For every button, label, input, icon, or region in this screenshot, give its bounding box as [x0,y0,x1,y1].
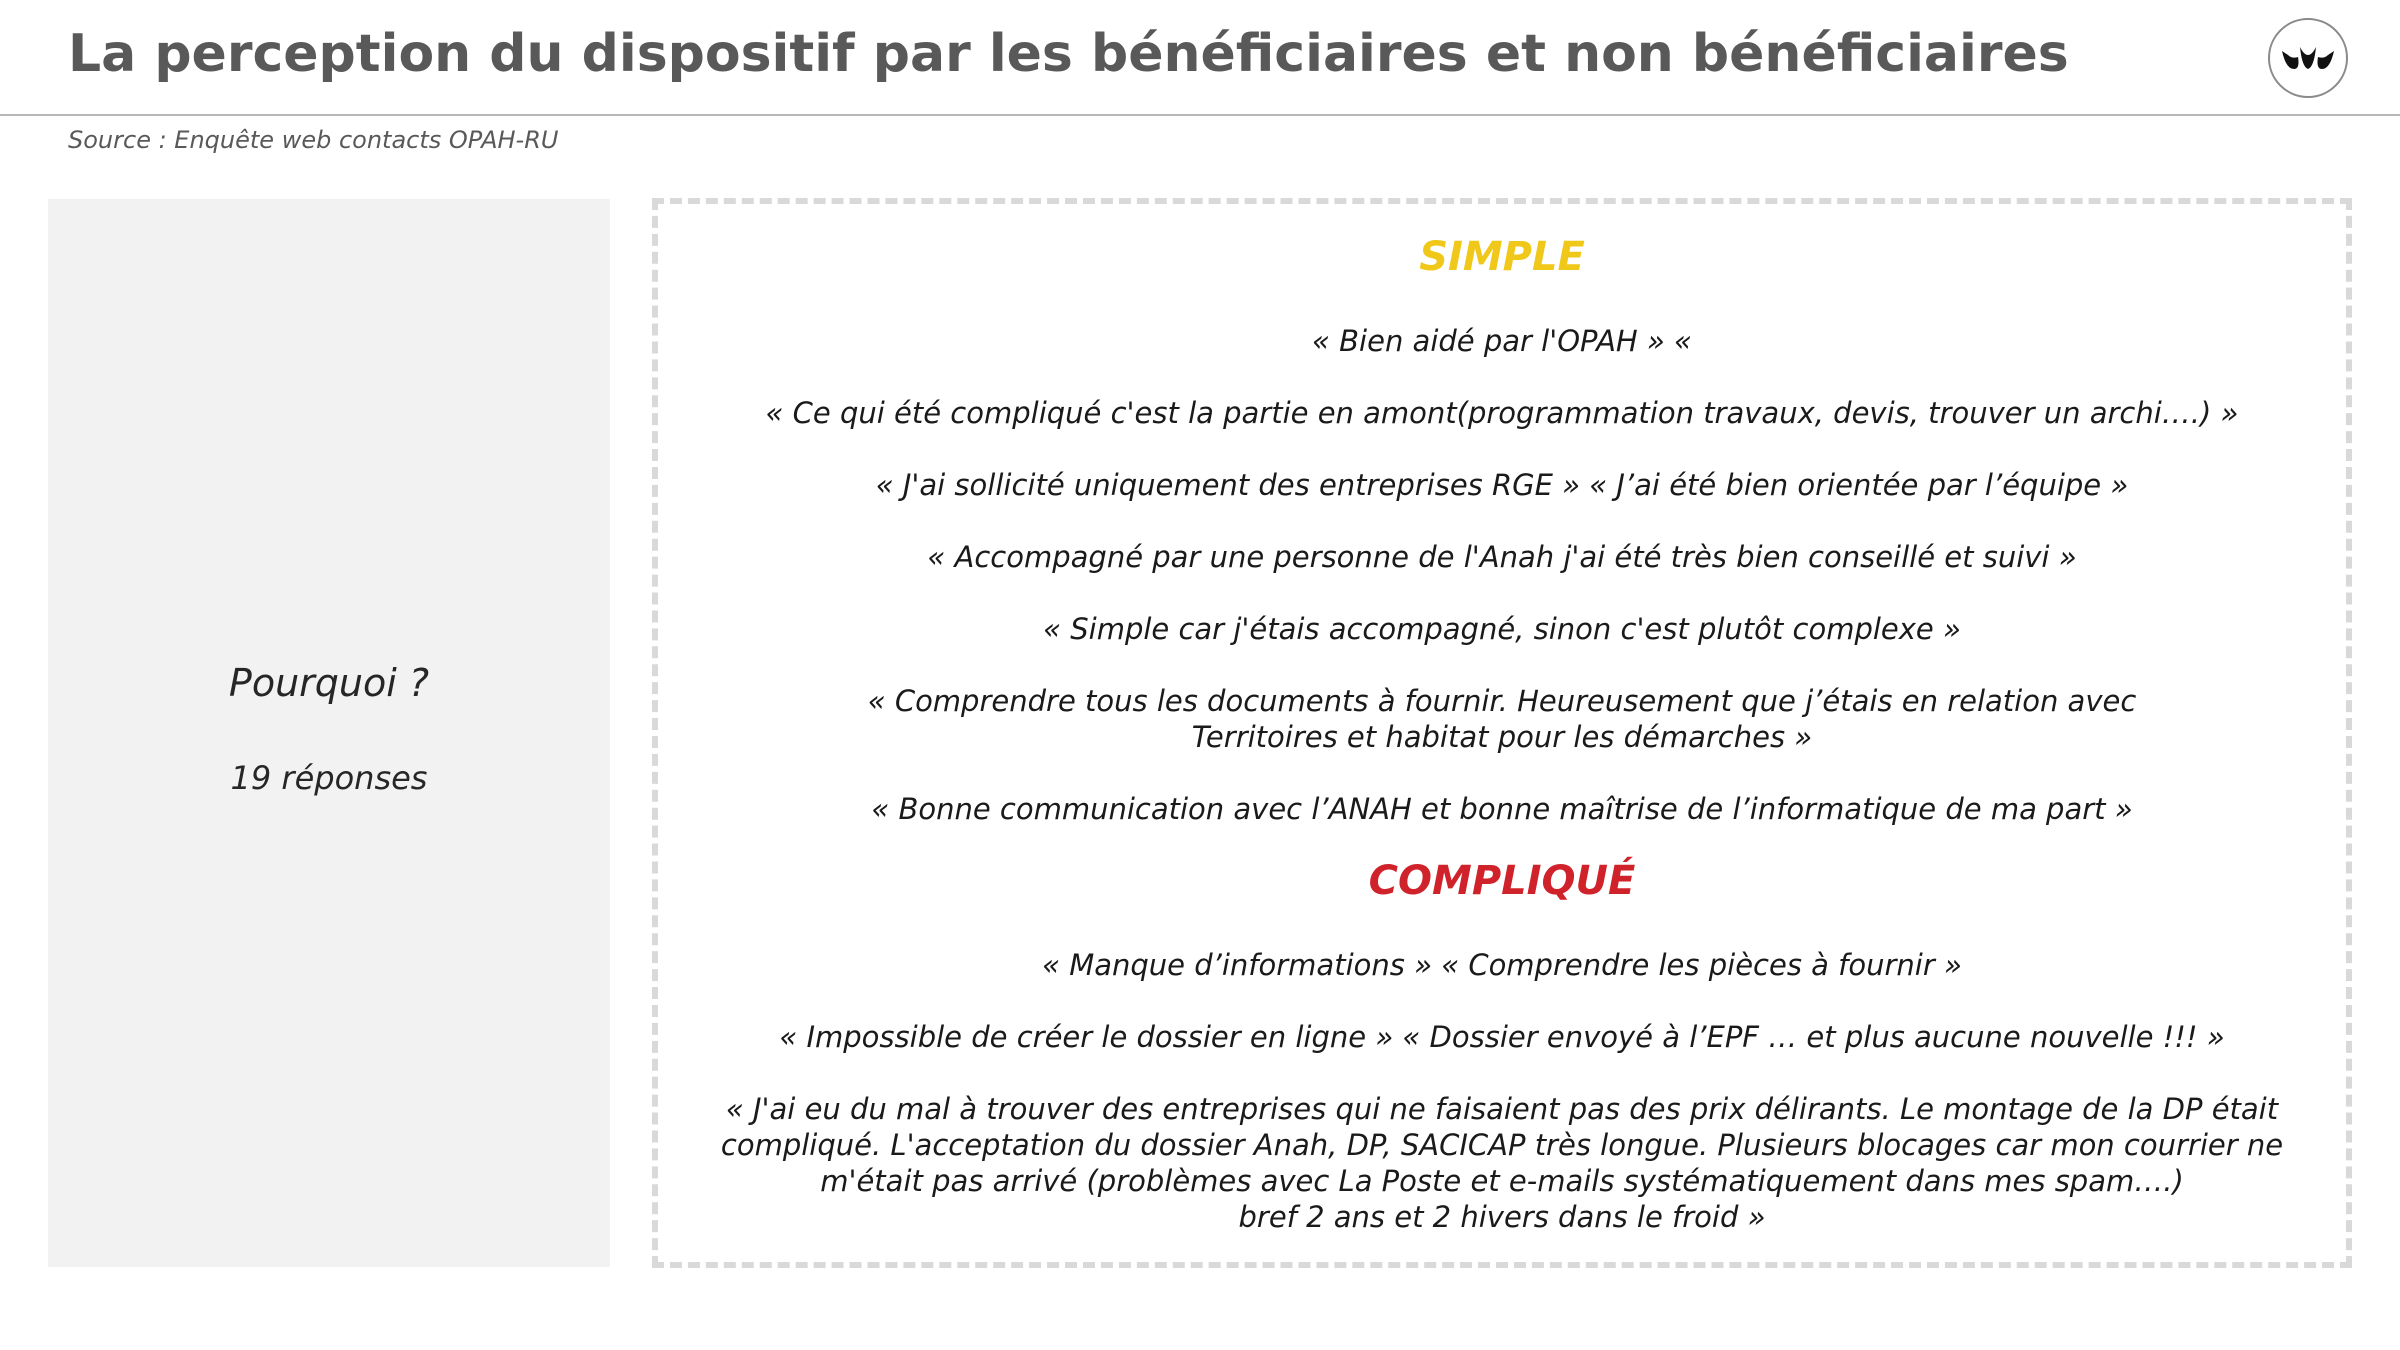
quote-simple-7 [698,791,2306,827]
quote-complique-2 [698,1019,2306,1055]
quote-line: « Comprendre tous les documents à fournir. Heureusement que j’étais en relation avec [867,684,2137,718]
quote-line: « Ce qui été compliqué c'est la partie en amont(programmation travaux, devis, trouver un archi….) » [765,396,2239,430]
quote-simple-6 [698,683,2306,755]
quote-simple-1 [698,323,2306,359]
leaf-logo-icon-svg [2280,43,2336,73]
quote-simple-3 [698,467,2306,503]
question-panel [48,199,610,1267]
quote-line: « Accompagné par une personne de l'Anah j'ai été très bien conseillé et suivi » [927,540,2077,574]
quote-line: « Bien aidé par l'OPAH » « [1312,324,1692,358]
quote-line: « Impossible de créer le dossier en ligne » « Dossier envoyé à l’EPF … et plus aucune nouvelle !!! » [779,1020,2225,1054]
source-note: Source : Enquête web contacts OPAH-RU [68,126,559,154]
quote-complique-1 [698,947,2306,983]
question-label: Pourquoi ? [228,661,430,705]
quote-line: « Simple car j'étais accompagné, sinon c'est plutôt complexe » [1043,612,1961,646]
quote-line: « Bonne communication avec l’ANAH et bonne maîtrise de l’informatique de ma part » [871,792,2133,826]
response-count: 19 réponses [230,759,428,797]
section-title-simple: SIMPLE [1419,234,1585,280]
quote-simple-2 [698,395,2306,431]
quote-line: « Manque d’informations » « Comprendre les pièces à fournir » [1042,948,1962,982]
quote-line: « J'ai sollicité uniquement des entreprises RGE » « J’ai été bien orientée par l’équipe » [875,468,2129,502]
header-divider [0,114,2400,116]
section-title-complique: COMPLIQUÉ [1368,858,1636,904]
quote-line: compliqué. L'acceptation du dossier Anah, DP, SACICAP très longue. Plusieurs blocages car mon courrier ne [720,1128,2284,1162]
quote-line: Territoires et habitat pour les démarches » [1191,720,1813,754]
leaf-logo-icon [2268,18,2348,98]
quote-line: m'était pas arrivé (problèmes avec La Poste et e-mails systématiquement dans mes spam….) [820,1164,2184,1198]
quote-complique-3 [698,1091,2306,1235]
quote-simple-5 [698,611,2306,647]
quotes-content [658,204,2346,1262]
quotes-box [652,198,2352,1268]
page-title: La perception du dispositif par les bénéficiaires et non bénéficiaires [68,24,2069,84]
quote-simple-4 [698,539,2306,575]
quote-line: « J'ai eu du mal à trouver des entreprises qui ne faisaient pas des prix délirants. Le montage de la DP était [725,1092,2279,1126]
quote-line: bref 2 ans et 2 hivers dans le froid » [1238,1200,1766,1234]
